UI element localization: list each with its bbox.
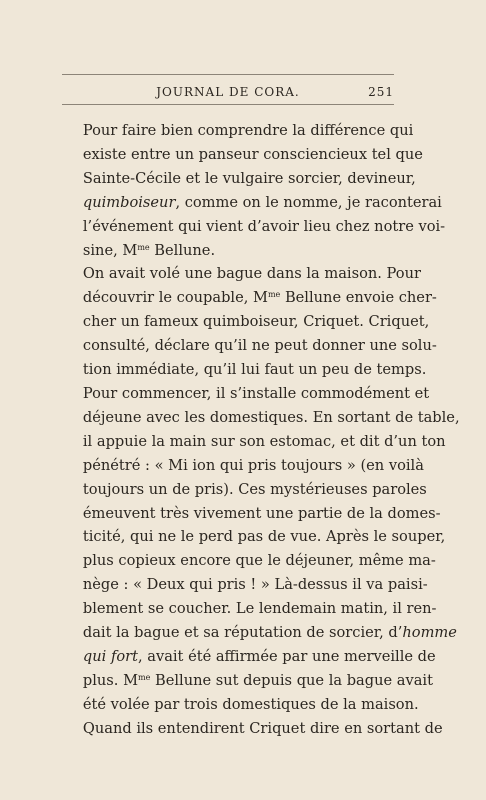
- text-run: plus. M: [82, 671, 139, 689]
- text-line: [61, 119, 414, 143]
- text-run: été volée par trois domestiques de la maison.: [82, 695, 419, 713]
- text-line: [61, 358, 427, 382]
- text-run: , comme on le nomme, je raconterai: [175, 193, 442, 211]
- italic-text: quimboiseur: [82, 193, 176, 211]
- text-line: [61, 597, 437, 621]
- text-run: dait la bague et sa réputation de sorcier, d’: [82, 624, 403, 642]
- text-line: [61, 239, 386, 263]
- text-line: [61, 382, 430, 406]
- text-run: émeuvent très vivement une partie de la domes-: [82, 504, 441, 522]
- text-run: consulté, déclare qu’il ne peut donner une solu-: [82, 337, 437, 355]
- text-line: [61, 645, 436, 669]
- text-run: déjeune avec les domestiques. En sortant de table,: [82, 408, 460, 426]
- text-run: ticité, qui ne le perd pas de vue. Après le souper,: [82, 528, 446, 546]
- italic-text: qui fort: [82, 647, 138, 665]
- text-line: [61, 502, 441, 526]
- text-run: Bellune sut depuis que la bague avait: [150, 671, 433, 689]
- text-line: [61, 478, 427, 502]
- text-line: [61, 191, 442, 215]
- text-line: [61, 406, 460, 430]
- text-run: Pour faire bien comprendre la différence qui: [82, 122, 414, 139]
- text-line: [61, 334, 437, 358]
- header-rule-bottom: [62, 104, 394, 105]
- text-line: [61, 310, 430, 334]
- running-title: JOURNAL DE CORA.: [156, 85, 300, 99]
- superscript: me: [137, 242, 150, 252]
- page-number: 251: [368, 85, 394, 99]
- italic-text: homme: [402, 624, 457, 642]
- text-run: blement se coucher. Le lendemain matin, il ren-: [82, 600, 437, 618]
- text-run: sine, M: [82, 241, 138, 259]
- text-line: [61, 621, 457, 645]
- text-run: cher un fameux quimboiseur, Criquet. Criquet,: [82, 313, 430, 331]
- text-run: plus copieux encore que le déjeuner, même ma-: [82, 552, 436, 570]
- text-run: découvrir le coupable, M: [82, 289, 268, 307]
- paragraph: [61, 262, 460, 740]
- text-line: [61, 262, 421, 286]
- text-line: [61, 549, 436, 573]
- text-line: [61, 215, 446, 239]
- text-line: [61, 454, 424, 478]
- text-run: l’événement qui vient d’avoir lieu chez notre voi-: [82, 217, 446, 235]
- text-run: Bellune.: [149, 241, 216, 259]
- text-line: [61, 669, 433, 693]
- text-run: tion immédiate, qu’il lui faut un peu de temps.: [82, 361, 427, 379]
- text-run: Quand ils entendirent Criquet dire en sortant de: [82, 719, 443, 737]
- text-line: [61, 693, 419, 717]
- text-run: il appuie la main sur son estomac, et dit d’un ton: [82, 432, 446, 450]
- paragraph: [61, 119, 446, 262]
- text-line: [61, 286, 437, 310]
- superscript: me: [138, 673, 151, 683]
- text-run: On avait volé une bague dans la maison. Pour: [82, 265, 421, 283]
- text-line: [61, 143, 423, 167]
- header-rule-top: [62, 74, 394, 75]
- text-run: pénétré : « Mi ion qui pris toujours » (en voilà: [82, 456, 424, 474]
- text-run: toujours un de pris). Ces mystérieuses paroles: [82, 480, 427, 498]
- text-run: , avait été affirmée par une merveille de: [137, 647, 436, 665]
- text-run: Pour commencer, il s’installe commodément et: [82, 384, 430, 402]
- text-run: Bellune envoie cher-: [280, 289, 437, 307]
- text-line: [61, 525, 446, 549]
- text-line: [61, 430, 446, 454]
- text-run: nège : « Deux qui pris ! » Là-dessus il va paisi-: [82, 576, 428, 594]
- text-run: existe entre un panseur consciencieux tel que: [82, 145, 423, 163]
- text-line: [61, 717, 443, 741]
- text-line: [61, 167, 416, 191]
- body-text: [61, 119, 460, 741]
- text-line: [61, 573, 428, 597]
- text-run: Sainte-Cécile et le vulgaire sorcier, devineur,: [82, 169, 416, 187]
- superscript: me: [267, 290, 281, 300]
